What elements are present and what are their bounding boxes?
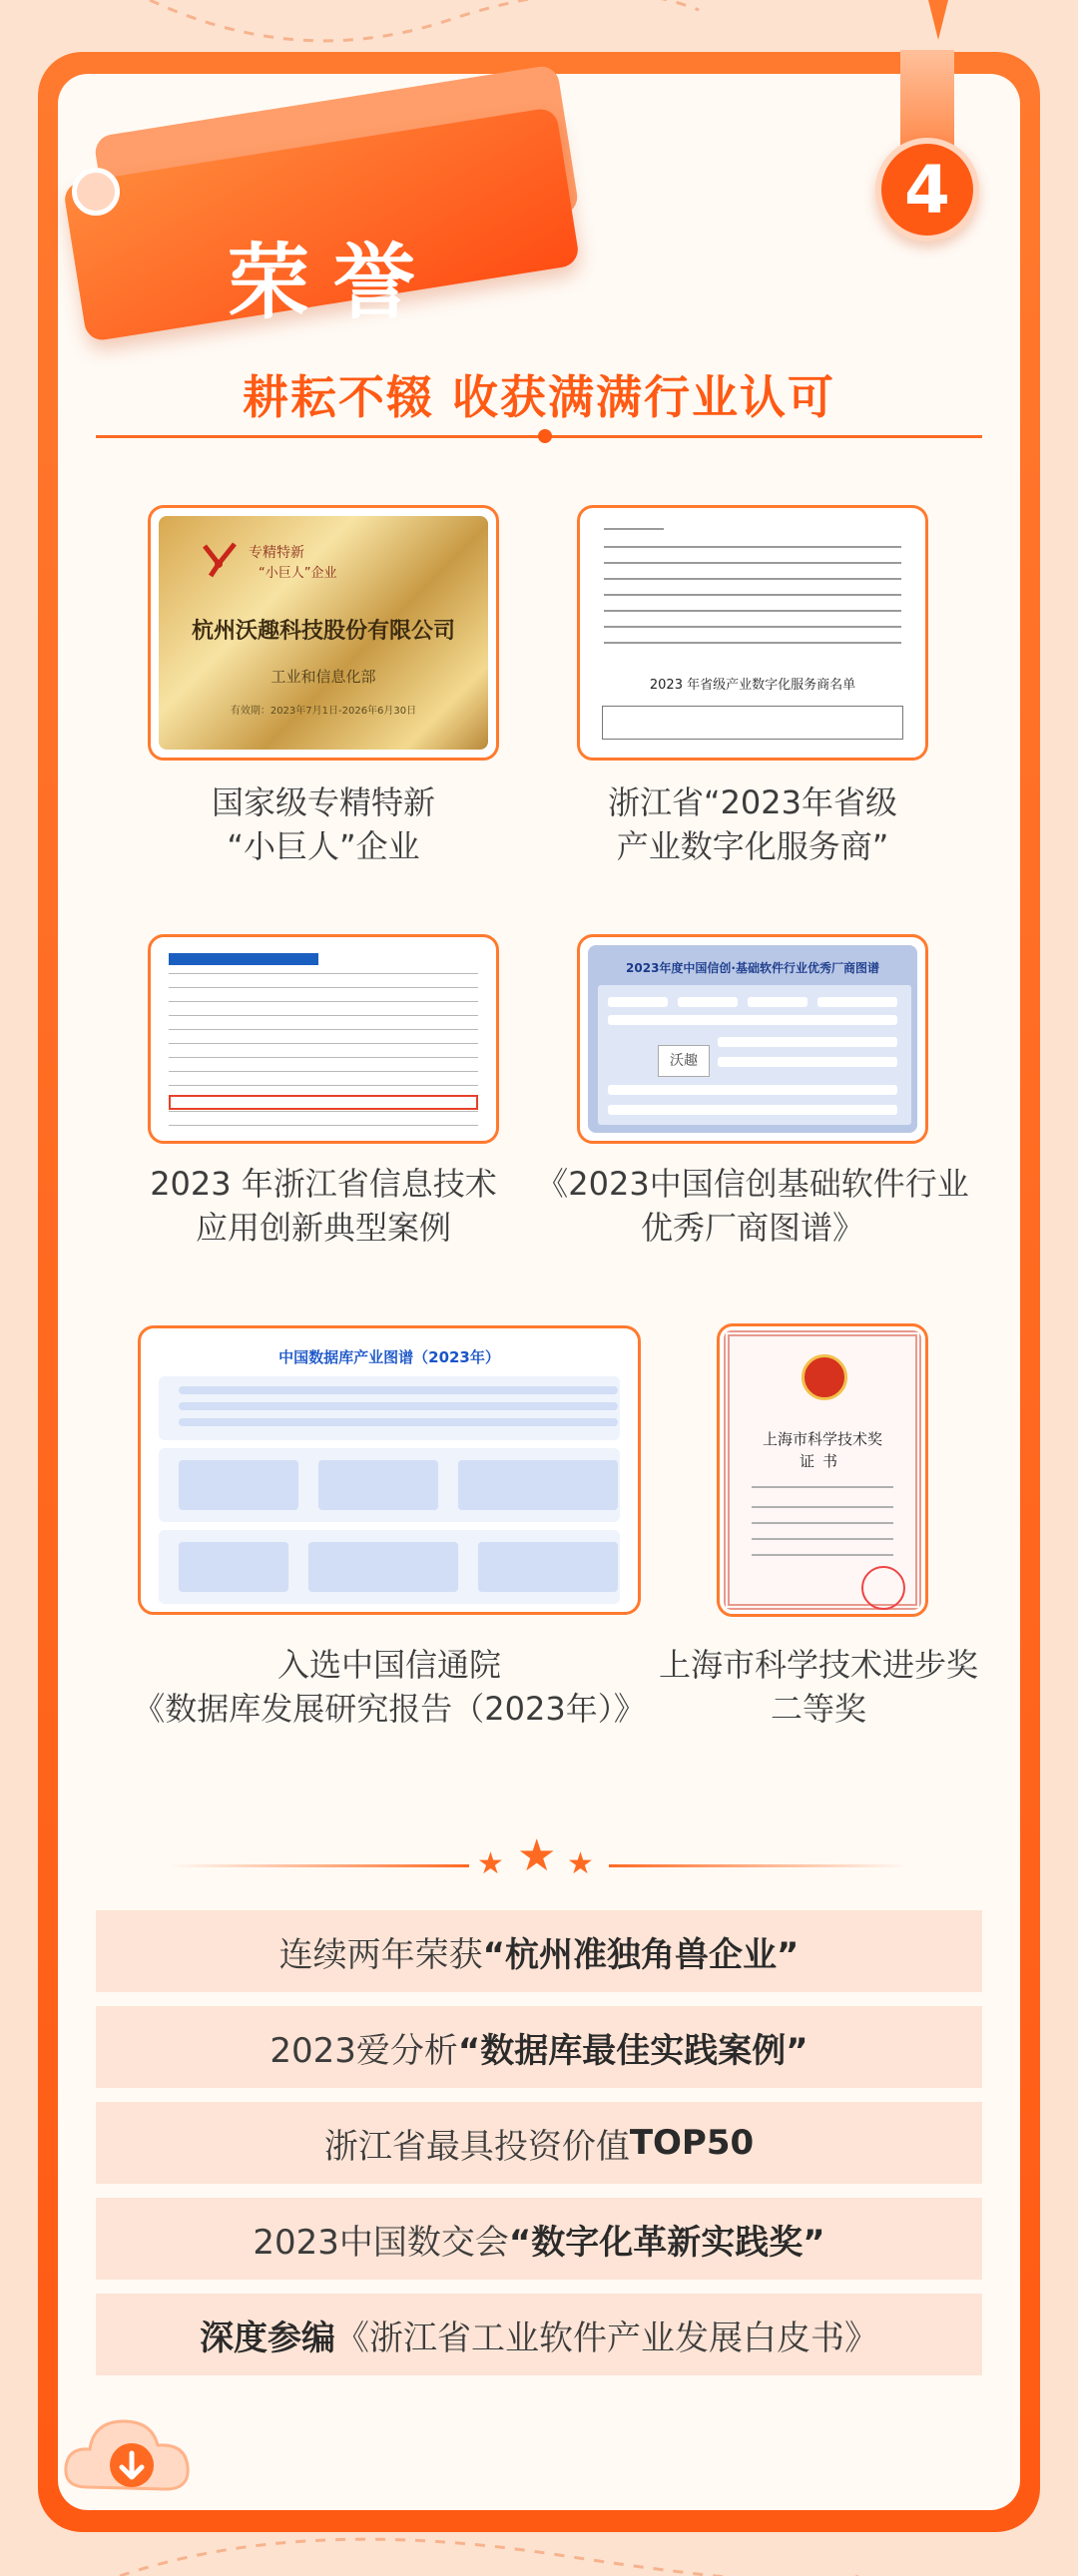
divider-dot (538, 429, 552, 443)
database-map-title: 中国数据库产业图谱（2023年） (278, 1348, 500, 1366)
honor-highlight: “数字化革新实践奖” (508, 2222, 825, 2263)
caption-line: “小巨人”企业 (227, 827, 420, 865)
honor-highlight: TOP50 (629, 2123, 755, 2163)
honor-row (96, 2294, 982, 2375)
star-icon: ★ (477, 1846, 504, 1881)
section-title: 荣誉 (228, 236, 440, 330)
ribbon-badge-icon (199, 538, 241, 580)
honor-text: 连续两年荣获 (278, 1934, 483, 1975)
plaque (159, 516, 488, 750)
plaque-company: 杭州沃趣科技股份有限公司 (191, 619, 455, 644)
award-image-database-map (138, 1325, 641, 1615)
honor-highlight: “杭州准独角兽企业” (482, 1934, 800, 1975)
company-logo: 沃趣 (658, 1045, 710, 1077)
caption-line: 上海市科学技术进步奖 (658, 1646, 978, 1684)
award-image-document (577, 505, 928, 761)
table-header-bar (169, 953, 318, 965)
caption-line: 应用创新典型案例 (195, 1209, 451, 1247)
document-title: 2023 年省级产业数字化服务商名单 (649, 678, 856, 693)
award-caption (609, 1643, 1028, 1731)
star-icon: ★ (517, 1830, 557, 1881)
cloud-download-icon (58, 2395, 198, 2505)
vendor-map-title: 2023年度中国信创·基础软件行业优秀厂商图谱 (626, 961, 879, 975)
honor-row (96, 2006, 982, 2088)
certificate-title: 上海市科学技术奖 (762, 1430, 882, 1448)
honor-text: 2023爱分析 (270, 2030, 458, 2071)
stars-divider (0, 1830, 1078, 1890)
honor-row (96, 2198, 982, 2280)
document-preview (588, 516, 917, 750)
honor-highlight: “数据库最佳实践案例” (457, 2030, 808, 2071)
honor-text: 2023中国数交会 (253, 2222, 509, 2263)
section-number-badge: 4 (875, 138, 979, 242)
award-caption (100, 780, 547, 868)
national-emblem-icon (802, 1354, 847, 1400)
tag-hole-icon (72, 168, 120, 216)
honor-text: 《浙江省工业软件产业发展白皮书》 (335, 2318, 878, 2358)
database-industry-map (149, 1336, 630, 1604)
plaque-department: 工业和信息化部 (270, 668, 376, 686)
caption-line: 产业数字化服务商” (616, 827, 889, 865)
award-image-certificate (717, 1323, 928, 1617)
case-list-table (159, 945, 488, 1133)
plaque-badge-text: 专精特新 (249, 545, 304, 561)
plaque-validity: 有效期：2023年7月1日-2026年6月30日 (230, 706, 417, 717)
honor-row (96, 2102, 982, 2184)
award-caption (110, 1643, 669, 1731)
caption-line: 入选中国信通院 (276, 1646, 501, 1684)
honor-tag (62, 40, 581, 339)
highlighted-row (169, 1095, 478, 1110)
plaque-badge-subtext: “小巨人”企业 (259, 566, 337, 581)
section-subtitle: 耕耘不辍 收获满满行业认可 (242, 370, 835, 424)
honor-highlight: 深度参编 (200, 2318, 335, 2358)
caption-line: 浙江省“2023年省级 (607, 783, 898, 821)
honor-text: 浙江省最具投资价值 (323, 2126, 630, 2167)
award-image-plaque (148, 505, 499, 761)
vendor-map (588, 945, 917, 1133)
award-image-vendor-map (577, 934, 928, 1144)
caption-line: 二等奖 (770, 1690, 866, 1728)
star-icon: ★ (567, 1846, 594, 1881)
certificate-subtitle: 证书 (799, 1452, 845, 1470)
award-caption (100, 1162, 547, 1250)
document-table (602, 706, 903, 740)
caption-line: 优秀厂商图谱》 (640, 1209, 864, 1247)
caption-line: 《数据库发展研究报告（2023年）》 (133, 1690, 646, 1728)
award-caption (529, 1162, 976, 1250)
caption-line: 2023 年浙江省信息技术 (150, 1165, 497, 1203)
award-caption (529, 780, 976, 868)
number-ribbon (900, 50, 954, 150)
certificate (724, 1330, 921, 1610)
caption-line: 国家级专精特新 (211, 783, 435, 821)
seal-icon (861, 1566, 905, 1610)
honor-row (96, 1910, 982, 1992)
award-image-table (148, 934, 499, 1144)
caption-line: 《2023中国信创基础软件行业 (536, 1165, 969, 1203)
